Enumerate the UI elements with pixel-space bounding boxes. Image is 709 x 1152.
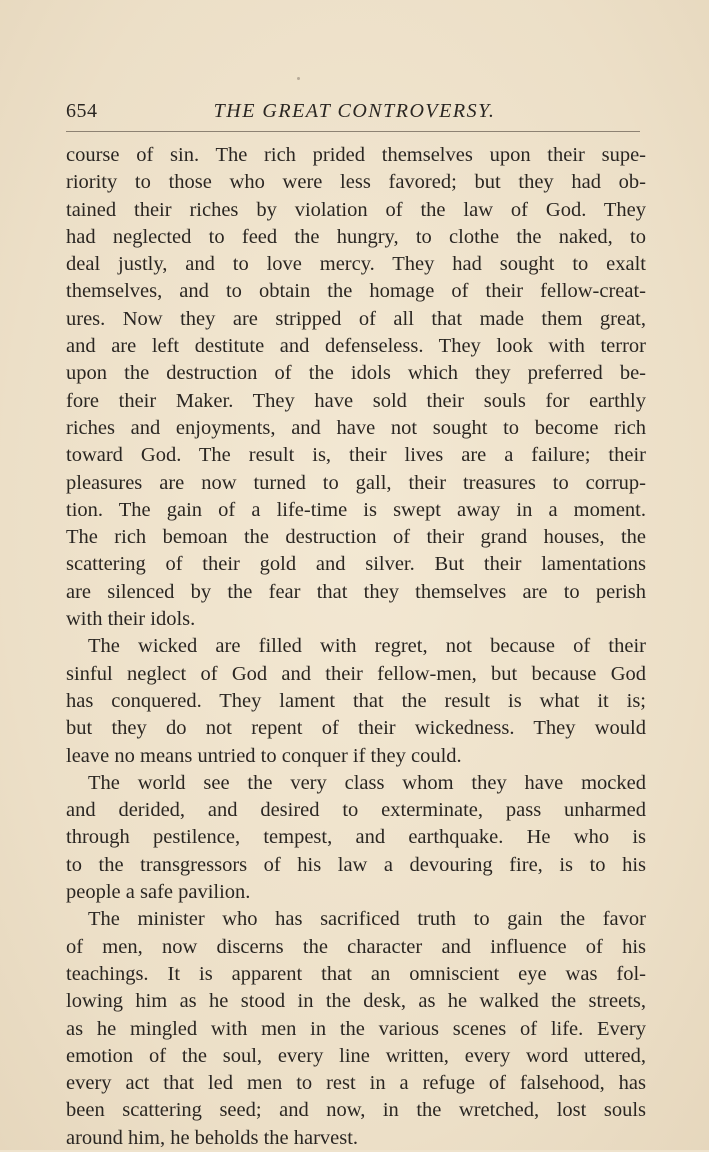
running-title: THE GREAT CONTROVERSY.: [213, 100, 496, 122]
paragraph: [66, 906, 646, 1152]
text-line: are silenced by the fear that they themselves are to perish: [66, 580, 646, 603]
text-line: had neglected to feed the hungry, to clothe the naked, to: [66, 225, 646, 248]
page-number: 654: [66, 100, 98, 122]
text-line: course of sin. The rich prided themselves upon their supe-: [66, 144, 646, 166]
text-line: every act that led men to rest in a refuge of falsehood, has: [66, 1072, 646, 1095]
text-line: tained their riches by violation of the law of God. They: [66, 198, 646, 221]
text-line: pleasures are now turned to gall, their treasures to corrup-: [66, 471, 646, 494]
text-line: The rich bemoan the destruction of their grand houses, the: [66, 526, 646, 549]
text-line: as he mingled with men in the various scenes of life. Every: [66, 1017, 646, 1040]
text-line: and derided, and desired to exterminate, pass unharmed: [66, 799, 646, 822]
text-line: deal justly, and to love mercy. They had sought to exalt: [66, 253, 646, 276]
text-line: people a safe pavilion.: [66, 881, 251, 904]
text-line: through pestilence, tempest, and earthquake. He who is: [66, 826, 646, 849]
text-line: The world see the very class whom they have mocked: [88, 771, 646, 794]
text-line: with their idols.: [66, 608, 196, 631]
paragraph: [66, 770, 646, 906]
text-line: ures. Now they are stripped of all that made them great,: [66, 307, 646, 330]
paragraph: [66, 633, 646, 769]
text-line: riority to those who were less favored; but they had ob-: [66, 171, 646, 194]
body-text: [66, 142, 646, 1152]
header-rule: [66, 131, 640, 132]
text-line: tion. The gain of a life-time is swept away in a moment.: [66, 498, 646, 521]
text-line: been scattering seed; and now, in the wretched, lost souls: [66, 1099, 646, 1122]
text-line: leave no means untried to conquer if they could.: [66, 744, 462, 767]
text-line: lowing him as he stood in the desk, as he walked the streets,: [66, 990, 646, 1013]
print-speck: [297, 77, 300, 80]
text-line: riches and enjoyments, and have not sought to become rich: [66, 416, 646, 439]
text-line: of men, now discerns the character and influence of his: [66, 935, 646, 958]
text-line: scattering of their gold and silver. But their lamentations: [66, 553, 646, 576]
page-header: [66, 100, 643, 130]
text-line: fore their Maker. They have sold their souls for earthly: [66, 389, 646, 412]
text-line: toward God. The result is, their lives are a failure; their: [66, 444, 646, 467]
text-line: teachings. It is apparent that an omniscient eye was fol-: [66, 962, 646, 985]
text-line: around him, he beholds the harvest.: [66, 1126, 359, 1149]
text-line: upon the destruction of the idols which they preferred be-: [66, 362, 646, 385]
text-line: themselves, and to obtain the homage of their fellow-creat-: [66, 280, 646, 303]
text-line: The minister who has sacrificed truth to gain the favor: [88, 908, 646, 931]
text-line: The wicked are filled with regret, not because of their: [88, 635, 646, 658]
text-line: emotion of the soul, every line written, every word uttered,: [66, 1044, 646, 1067]
text-line: to the transgressors of his law a devouring fire, is to his: [66, 853, 646, 876]
text-line: but they do not repent of their wickedness. They would: [66, 717, 646, 740]
text-line: and are left destitute and defenseless. They look with terror: [66, 335, 646, 358]
paragraph: [66, 142, 646, 633]
text-line: sinful neglect of God and their fellow-men, but because God: [66, 662, 646, 685]
text-line: has conquered. They lament that the result is what it is;: [66, 689, 646, 712]
